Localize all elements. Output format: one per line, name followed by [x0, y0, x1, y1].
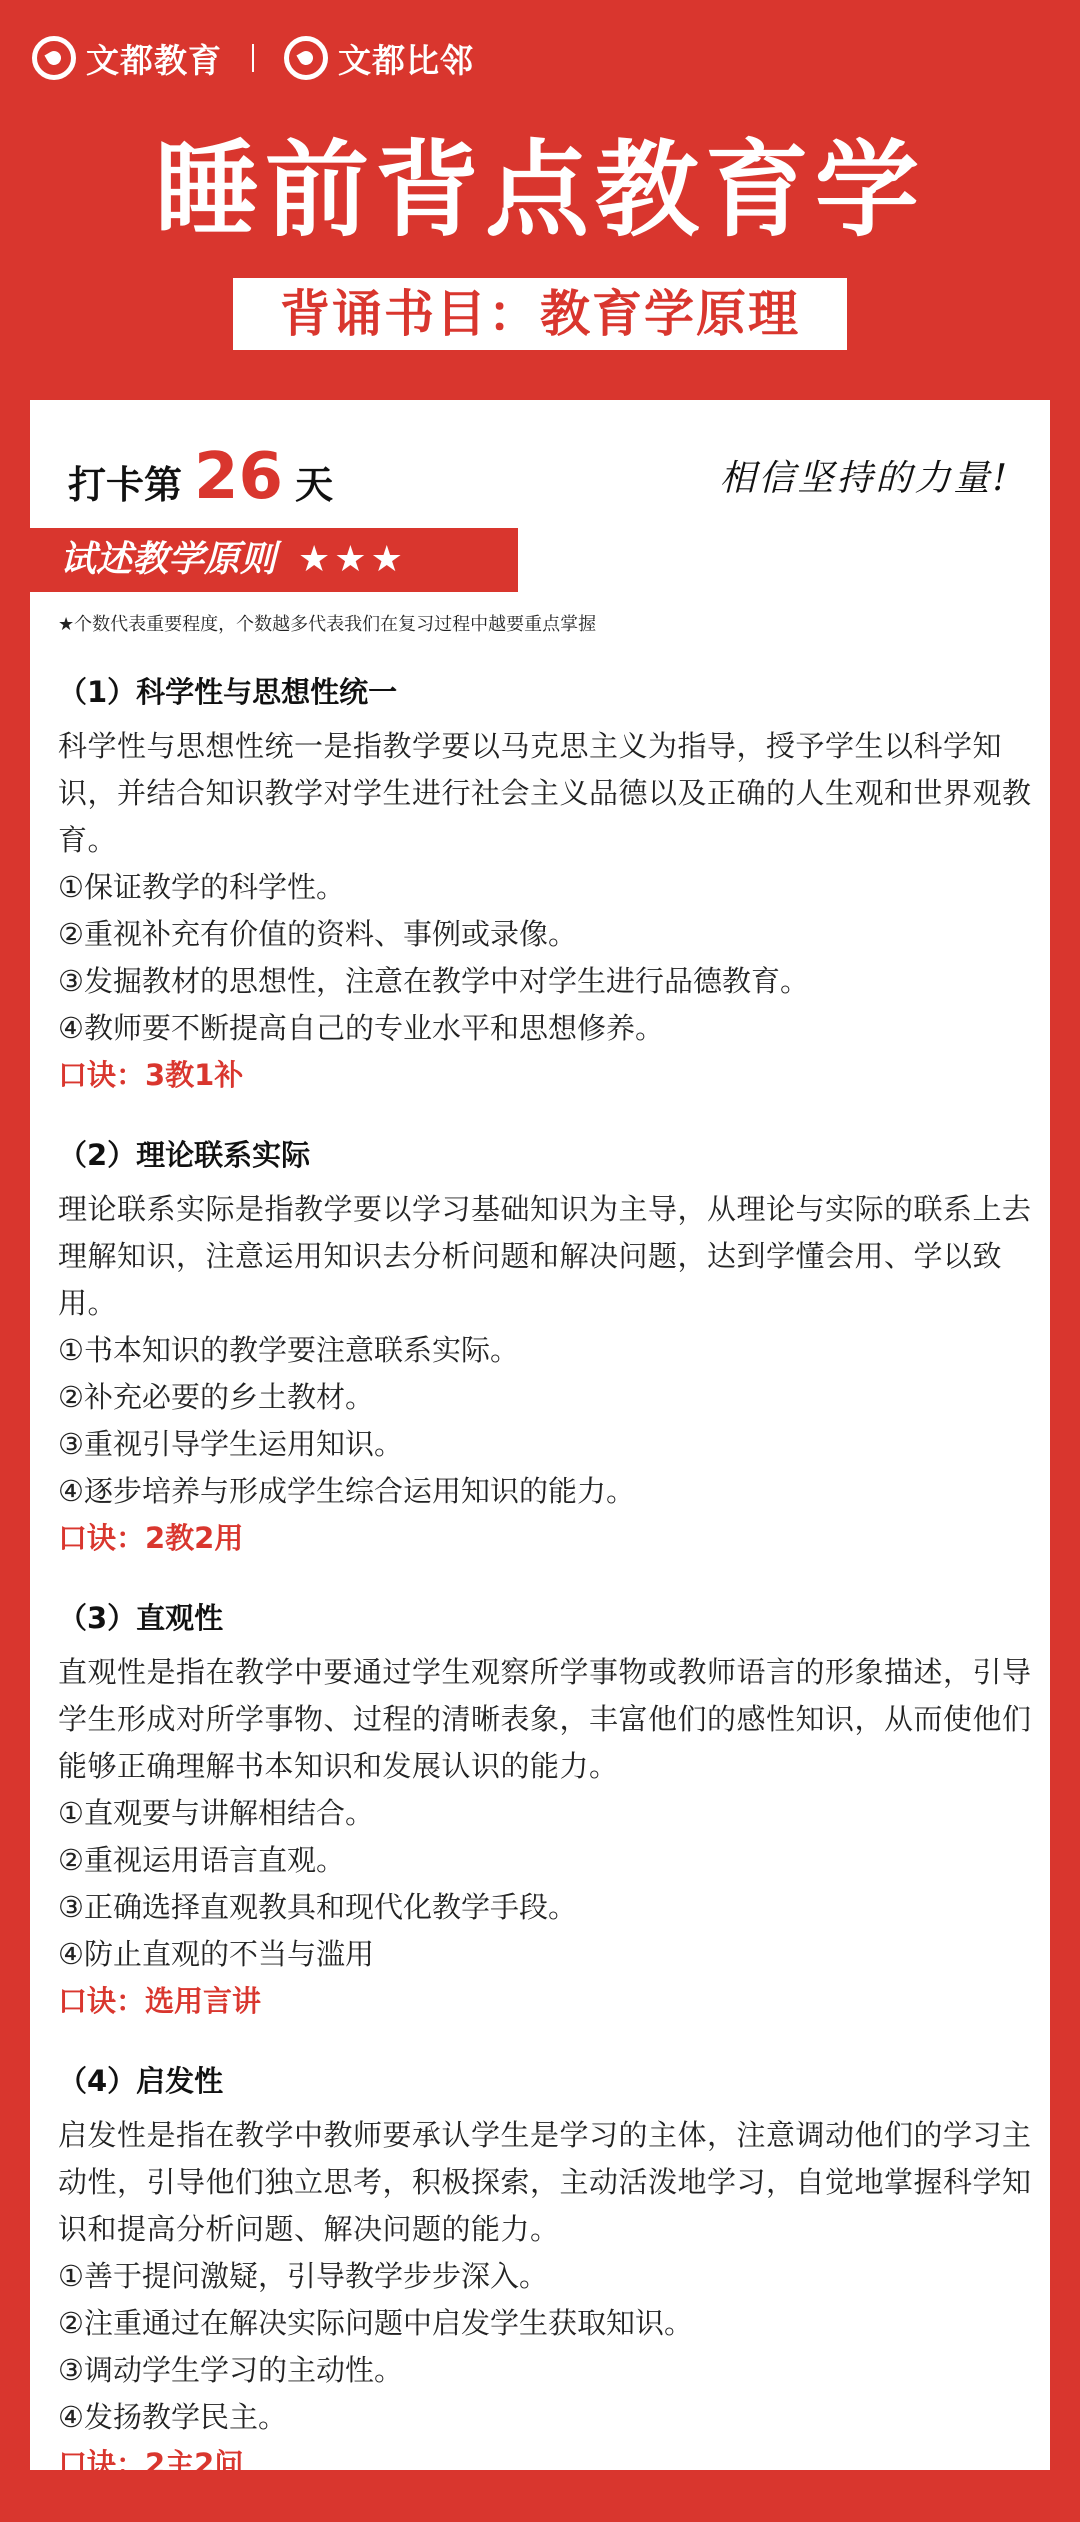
page-subtitle: 背诵书目：教育学原理	[233, 278, 847, 350]
brand-name-1: 文都教育	[86, 40, 222, 80]
checkin-suffix: 天	[295, 463, 334, 507]
sections-container	[58, 670, 1033, 2522]
point-item: ④防止直观的不当与滥用	[58, 1937, 374, 1971]
point-item: ①善于提问激疑，引导教学步步深入。	[58, 2259, 548, 2293]
point-item: ①书本知识的教学要注意联系实际。	[58, 1333, 519, 1367]
point-item: ④逐步培养与形成学生综合运用知识的能力。	[58, 1474, 635, 1508]
content-card	[30, 400, 1050, 2481]
point-item: ③正确选择直观教具和现代化教学手段。	[58, 1890, 577, 1924]
checkin-counter	[68, 440, 333, 514]
page-title: 睡前背点教育学	[154, 129, 925, 251]
brand-wendu-education	[32, 35, 222, 82]
brand-divider	[252, 44, 254, 72]
principle-section	[58, 2059, 1033, 2488]
topic-title: 试述教学原则	[60, 539, 277, 580]
bilin-logo-icon	[284, 36, 328, 80]
importance-note: ★个数代表重要程度，个数越多代表我们在复习过程中越要重点掌握	[58, 614, 597, 635]
point-item: ②重视补充有价值的资料、事例或录像。	[58, 917, 577, 951]
section-points	[58, 1790, 1033, 1978]
point-item: ③重视引导学生运用知识。	[58, 1427, 403, 1461]
section-description: 科学性与思想性统一是指教学要以马克思主义为指导，授予学生以科学知识，并结合知识教学对学生进行社会主义品德以及正确的人生观和世界观教育。	[58, 729, 1032, 857]
point-item: ①直观要与讲解相结合。	[58, 1796, 374, 1830]
point-item: ②重视运用语言直观。	[58, 1843, 345, 1877]
section-title: （4）启发性	[58, 2064, 224, 2098]
importance-stars: ★★★	[298, 539, 407, 580]
section-description: 理论联系实际是指教学要以学习基础知识为主导，从理论与实际的联系上去理解知识，注意运用知识去分析问题和解决问题，达到学懂会用、学以致用。	[58, 1192, 1032, 1320]
point-item: ④发扬教学民主。	[58, 2400, 287, 2434]
mnemonic: 口诀：2教2用	[58, 1521, 244, 1555]
brand-bar	[32, 32, 474, 84]
principle-section	[58, 1596, 1033, 2025]
principle-section	[58, 670, 1033, 1099]
point-item: ③发掘教材的思想性，注意在教学中对学生进行品德教育。	[58, 964, 809, 998]
section-points	[58, 864, 1033, 1052]
point-item: ④教师要不断提高自己的专业水平和思想修养。	[58, 1011, 664, 1045]
mnemonic: 口诀：选用言讲	[58, 1984, 262, 2018]
section-description: 直观性是指在教学中要通过学生观察所学事物或教师语言的形象描述，引导学生形成对所学事物、过程的清晰表象，丰富他们的感性知识，从而使他们能够正确理解书本知识和发展认识的能力。	[58, 1655, 1032, 1783]
section-description: 启发性是指在教学中教师要承认学生是学习的主体，注意调动他们的学习主动性，引导他们独立思考，积极探索，主动活泼地学习，自觉地掌握科学知识和提高分析问题、解决问题的能力。	[58, 2118, 1032, 2246]
mnemonic: 口诀：3教1补	[58, 1058, 244, 1092]
section-title: （3）直观性	[58, 1601, 224, 1635]
point-item: ②注重通过在解决实际问题中启发学生获取知识。	[58, 2306, 693, 2340]
brand-wendu-bilin	[284, 35, 474, 82]
point-item: ②补充必要的乡土教材。	[58, 1380, 374, 1414]
wendu-logo-icon	[32, 36, 76, 80]
principle-section	[58, 1133, 1033, 1562]
section-title: （2）理论联系实际	[58, 1138, 311, 1172]
section-points	[58, 2253, 1033, 2441]
checkin-prefix: 打卡第	[68, 463, 183, 507]
section-title: （1）科学性与思想性统一	[58, 675, 398, 709]
section-points	[58, 1327, 1033, 1515]
brand-name-2: 文都比邻	[338, 40, 474, 80]
point-item: ①保证教学的科学性。	[58, 870, 345, 904]
slogan: 相信坚持的力量!	[719, 458, 1010, 499]
point-item: ③调动学生学习的主动性。	[58, 2353, 403, 2387]
checkin-day-number: 26	[194, 440, 284, 514]
topic-banner	[0, 528, 518, 592]
mnemonic: 口诀：2主2问	[58, 2447, 244, 2481]
